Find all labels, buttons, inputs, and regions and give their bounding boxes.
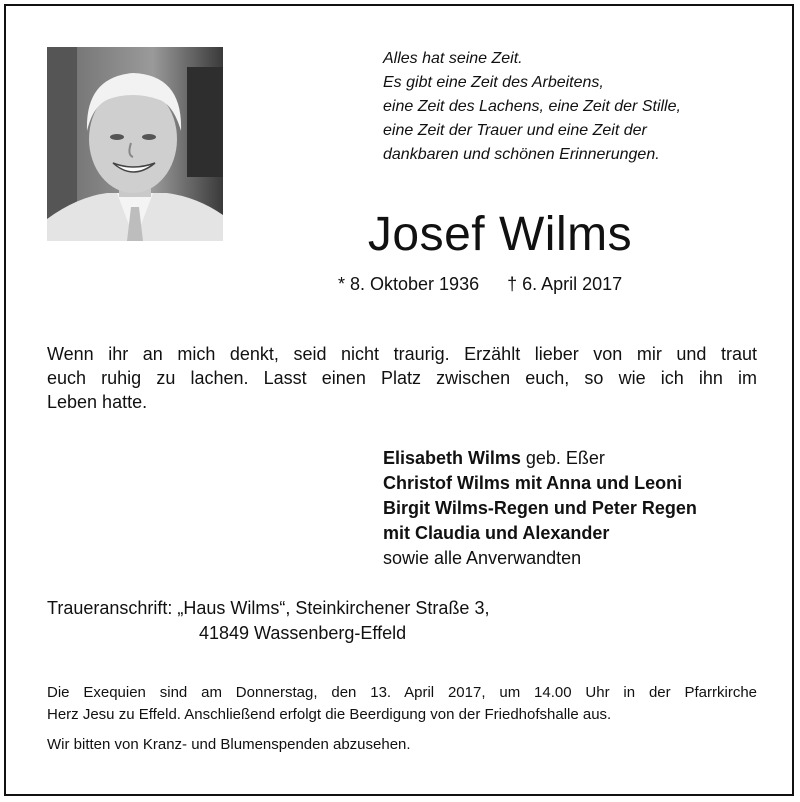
birth-date: * 8. Oktober 1936	[338, 274, 480, 294]
poem-line: Alles hat seine Zeit.	[383, 50, 523, 67]
address-line: Traueranschrift: „Haus Wilms“, Steinkirchener Straße 3,	[47, 598, 490, 618]
maiden-name: geb. Eßer	[520, 448, 605, 468]
mourner-name: mit Claudia und Alexander	[383, 523, 610, 543]
poem	[383, 47, 773, 167]
life-dates	[338, 272, 622, 296]
mourner-line	[383, 521, 697, 546]
portrait-photo	[47, 47, 223, 241]
mourner-line	[383, 496, 697, 521]
funeral-notice	[47, 682, 757, 756]
mourner-name: Elisabeth Wilms	[383, 448, 521, 468]
memorial-quote	[47, 342, 757, 414]
notice-line: Wir bitten von Kranz- und Blumenspenden abzusehen.	[47, 736, 411, 753]
poem-line: eine Zeit der Trauer und eine Zeit der	[383, 122, 647, 139]
mourning-address	[47, 596, 489, 646]
mourner-name: Birgit Wilms-Regen und Peter Regen	[383, 498, 697, 518]
mourner-name: Christof Wilms mit Anna und Leoni	[383, 473, 683, 493]
poem-line: dankbaren und schönen Erinnerungen.	[383, 146, 660, 163]
poem-line: Es gibt eine Zeit des Arbeitens,	[383, 74, 604, 91]
address-line: 41849 Wassenberg-Effeld	[199, 623, 407, 643]
portrait-image	[47, 47, 223, 241]
notice-line: Die Exequien sind am Donnerstag, den 13. April 2017, um 14.00 Uhr in der Pfarrkirche	[47, 684, 757, 701]
mourner-line	[383, 446, 697, 471]
deceased-name: Josef Wilms	[367, 208, 633, 261]
mourners-list	[383, 446, 697, 571]
notice-line: Herz Jesu zu Effeld. Anschließend erfolgt die Beerdigung von der Friedhofshalle aus.	[47, 706, 612, 723]
mourner-line	[383, 471, 697, 496]
mourner-line: sowie alle Anverwandten	[383, 548, 582, 568]
quote-line: Wenn ihr an mich denkt, seid nicht traurig. Erzählt lieber von mir und traut	[47, 344, 757, 364]
death-date: † 6. April 2017	[507, 274, 623, 294]
poem-line: eine Zeit des Lachens, eine Zeit der Stille,	[383, 98, 681, 115]
quote-line: Leben hatte.	[47, 392, 148, 412]
quote-line: euch ruhig zu lachen. Lasst einen Platz zwischen euch, so wie ich ihn im	[47, 368, 757, 388]
